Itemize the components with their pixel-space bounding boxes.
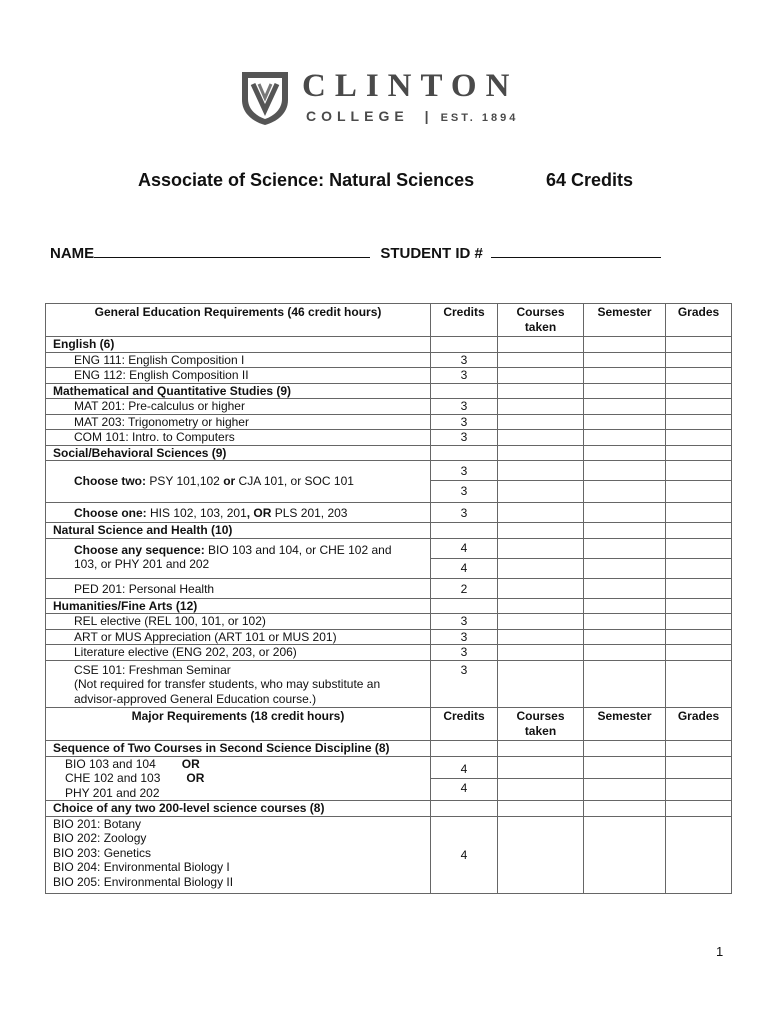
credits-cell: 3 (431, 368, 498, 384)
semester-cell[interactable] (584, 481, 666, 503)
course-label: ENG 112: English Composition II (46, 368, 431, 384)
section-row (46, 383, 732, 399)
grade-cell[interactable] (666, 756, 732, 778)
section-choice: Choice of any two 200-level science courses (8) (46, 801, 431, 817)
table-row (46, 578, 732, 598)
credits-cell: 3 (431, 660, 498, 708)
requirements-table (45, 303, 732, 894)
logo-name: CLINTON (302, 68, 519, 104)
courses-taken-cell[interactable] (498, 629, 584, 645)
credits-cell: 3 (431, 352, 498, 368)
gen-ed-header-row (46, 304, 732, 337)
course-label: ART or MUS Appreciation (ART 101 or MUS 201) (46, 629, 431, 645)
semester-cell[interactable] (584, 558, 666, 578)
table-row (46, 660, 732, 708)
choose-two-label: Choose two: (74, 474, 146, 489)
courses-taken-cell[interactable] (498, 414, 584, 430)
student-info-line (50, 243, 661, 262)
logo-divider: | (424, 108, 429, 124)
courses-taken-cell[interactable] (498, 461, 584, 481)
section-humanities: Humanities/Fine Arts (12) (46, 598, 431, 614)
choose-one-label: Choose one: (74, 506, 147, 520)
credits-cell: 2 (431, 578, 498, 598)
college-logo (240, 70, 540, 130)
choose-one-or: , OR (246, 506, 272, 520)
grade-cell[interactable] (666, 481, 732, 503)
col-grades: Grades (666, 708, 732, 741)
semester-cell[interactable] (584, 414, 666, 430)
course-label: REL elective (REL 100, 101, or 102) (46, 614, 431, 630)
semester-cell[interactable] (584, 430, 666, 446)
credits-cell: 3 (431, 645, 498, 661)
courses-taken-cell[interactable] (498, 614, 584, 630)
section-row (46, 523, 732, 539)
grade-cell[interactable] (666, 558, 732, 578)
courses-taken-cell[interactable] (498, 778, 584, 800)
semester-cell[interactable] (584, 645, 666, 661)
semester-cell[interactable] (584, 578, 666, 598)
grade-cell[interactable] (666, 614, 732, 630)
grade-cell[interactable] (666, 399, 732, 415)
page-number: 1 (716, 944, 724, 959)
courses-taken-cell[interactable] (498, 430, 584, 446)
table-row (46, 614, 732, 630)
section-sequence: Sequence of Two Courses in Second Science Discipline (8) (46, 741, 431, 757)
grade-cell[interactable] (666, 816, 732, 894)
table-row (46, 352, 732, 368)
grade-cell[interactable] (666, 352, 732, 368)
courses-taken-cell[interactable] (498, 503, 584, 523)
col-semester: Semester (584, 708, 666, 741)
credits-cell: 3 (431, 430, 498, 446)
section-social: Social/Behavioral Sciences (9) (46, 445, 431, 461)
student-id-label: STUDENT ID # (380, 245, 483, 262)
table-row (46, 645, 732, 661)
cse-note: (Not required for transfer students, who may substitute an advisor-approved General Education course.) (74, 677, 381, 706)
col-courses-taken: Courses taken (498, 304, 584, 337)
table-row (46, 430, 732, 446)
credits-cell: 4 (431, 778, 498, 800)
grade-cell[interactable] (666, 660, 732, 708)
table-row (46, 399, 732, 415)
semester-cell[interactable] (584, 614, 666, 630)
course-label: CSE 101: Freshman Seminar (74, 662, 231, 677)
course-label: MAT 201: Pre-calculus or higher (46, 399, 431, 415)
credits-cell: 3 (431, 503, 498, 523)
list-item: BIO 205: Environmental Biology II (53, 874, 234, 889)
choose-two-a: PSY 101,102 (146, 474, 224, 489)
course-label: COM 101: Intro. to Computers (46, 430, 431, 446)
semester-cell[interactable] (584, 503, 666, 523)
courses-taken-cell[interactable] (498, 481, 584, 503)
logo-college: COLLEGE (306, 108, 409, 124)
sequence-text (46, 538, 431, 578)
table-row (46, 816, 732, 894)
courses-taken-cell[interactable] (498, 756, 584, 778)
grade-cell[interactable] (666, 414, 732, 430)
courses-taken-cell[interactable] (498, 645, 584, 661)
semester-cell[interactable] (584, 399, 666, 415)
logo-est: EST. 1894 (440, 112, 519, 124)
semester-cell[interactable] (584, 538, 666, 558)
section-row (46, 337, 732, 353)
section-row (46, 598, 732, 614)
choice-list (46, 816, 431, 894)
courses-taken-cell[interactable] (498, 558, 584, 578)
col-credits: Credits (431, 708, 498, 741)
semester-cell[interactable] (584, 660, 666, 708)
semester-cell[interactable] (584, 629, 666, 645)
semester-cell[interactable] (584, 368, 666, 384)
grade-cell[interactable] (666, 578, 732, 598)
shield-logo-icon (240, 70, 290, 126)
sequence-line-3: PHY 201 and 202 (65, 785, 160, 800)
table-row (46, 756, 732, 778)
semester-cell[interactable] (584, 352, 666, 368)
grade-cell[interactable] (666, 503, 732, 523)
course-label: Literature elective (ENG 202, 203, or 206) (46, 645, 431, 661)
table-row (46, 368, 732, 384)
cse-cell (46, 660, 431, 708)
section-row (46, 445, 732, 461)
major-header: Major Requirements (18 credit hours) (46, 708, 431, 741)
credits-cell: 4 (431, 558, 498, 578)
name-field[interactable] (94, 243, 370, 258)
grade-cell[interactable] (666, 538, 732, 558)
section-english: English (6) (46, 337, 431, 353)
sequence-label: Choose any sequence: (74, 542, 205, 557)
program-title: Associate of Science: Natural Sciences (138, 170, 475, 190)
grade-cell[interactable] (666, 778, 732, 800)
section-row (46, 801, 732, 817)
sequence-line-1: BIO 103 and 104 OR (65, 756, 200, 771)
grade-cell[interactable] (666, 368, 732, 384)
credits-cell: 3 (431, 461, 498, 481)
logo-subtitle (306, 108, 518, 124)
course-label: ENG 111: English Composition I (46, 352, 431, 368)
list-item: BIO 201: Botany (53, 816, 142, 831)
course-label: PED 201: Personal Health (46, 578, 431, 598)
courses-taken-cell[interactable] (498, 660, 584, 708)
credits-cell: 3 (431, 629, 498, 645)
credits-cell: 3 (431, 481, 498, 503)
semester-cell[interactable] (584, 461, 666, 481)
credits-cell: 3 (431, 614, 498, 630)
courses-taken-cell[interactable] (498, 352, 584, 368)
choose-one-text (46, 503, 431, 523)
credits-cell: 4 (431, 538, 498, 558)
grade-cell[interactable] (666, 645, 732, 661)
courses-taken-cell[interactable] (498, 368, 584, 384)
program-credits: 64 Credits (546, 170, 634, 190)
credits-cell: 4 (431, 756, 498, 778)
choose-two-or: or (223, 474, 236, 489)
section-row (46, 741, 732, 757)
course-label: MAT 203: Trigonometry or higher (46, 414, 431, 430)
section-natural: Natural Science and Health (10) (46, 523, 431, 539)
choose-two-b: CJA 101, or SOC 101 (235, 474, 354, 489)
student-id-field[interactable] (491, 243, 661, 258)
sequence-options: BIO 103 and 104, or CHE 102 and 103, or PHY 201 and 202 (74, 542, 392, 571)
grade-cell[interactable] (666, 430, 732, 446)
section-math: Mathematical and Quantitative Studies (9) (46, 383, 431, 399)
list-item: BIO 202: Zoology (53, 831, 147, 845)
semester-cell[interactable] (584, 816, 666, 894)
table-row (46, 629, 732, 645)
table-row (46, 538, 732, 558)
major-header-row (46, 708, 732, 741)
col-courses-taken: Courses taken (498, 708, 584, 741)
table-row (46, 461, 732, 481)
courses-taken-cell[interactable] (498, 578, 584, 598)
semester-cell[interactable] (584, 756, 666, 778)
list-item: BIO 203: Genetics (53, 845, 152, 860)
courses-taken-cell[interactable] (498, 399, 584, 415)
choose-one-a: HIS 102, 103, 201 (146, 506, 247, 520)
col-grades: Grades (666, 304, 732, 337)
courses-taken-cell[interactable] (498, 816, 584, 894)
list-item: BIO 204: Environmental Biology I (53, 860, 230, 874)
or-label: OR (181, 756, 200, 771)
credits-cell: 3 (431, 399, 498, 415)
or-label: OR (186, 771, 205, 785)
credits-cell: 4 (431, 816, 498, 894)
credits-cell: 3 (431, 414, 498, 430)
col-credits: Credits (431, 304, 498, 337)
courses-taken-cell[interactable] (498, 538, 584, 558)
sequence-line-2: CHE 102 and 103 OR (65, 771, 205, 785)
name-label: NAME (50, 245, 95, 262)
col-semester: Semester (584, 304, 666, 337)
table-row (46, 414, 732, 430)
table-row (46, 503, 732, 523)
gen-ed-header: General Education Requirements (46 credit hours) (46, 304, 431, 337)
semester-cell[interactable] (584, 778, 666, 800)
grade-cell[interactable] (666, 461, 732, 481)
choose-one-b: PLS 201, 203 (271, 506, 348, 520)
sequence-options-cell (46, 756, 431, 801)
grade-cell[interactable] (666, 629, 732, 645)
choose-two-text (46, 461, 431, 503)
